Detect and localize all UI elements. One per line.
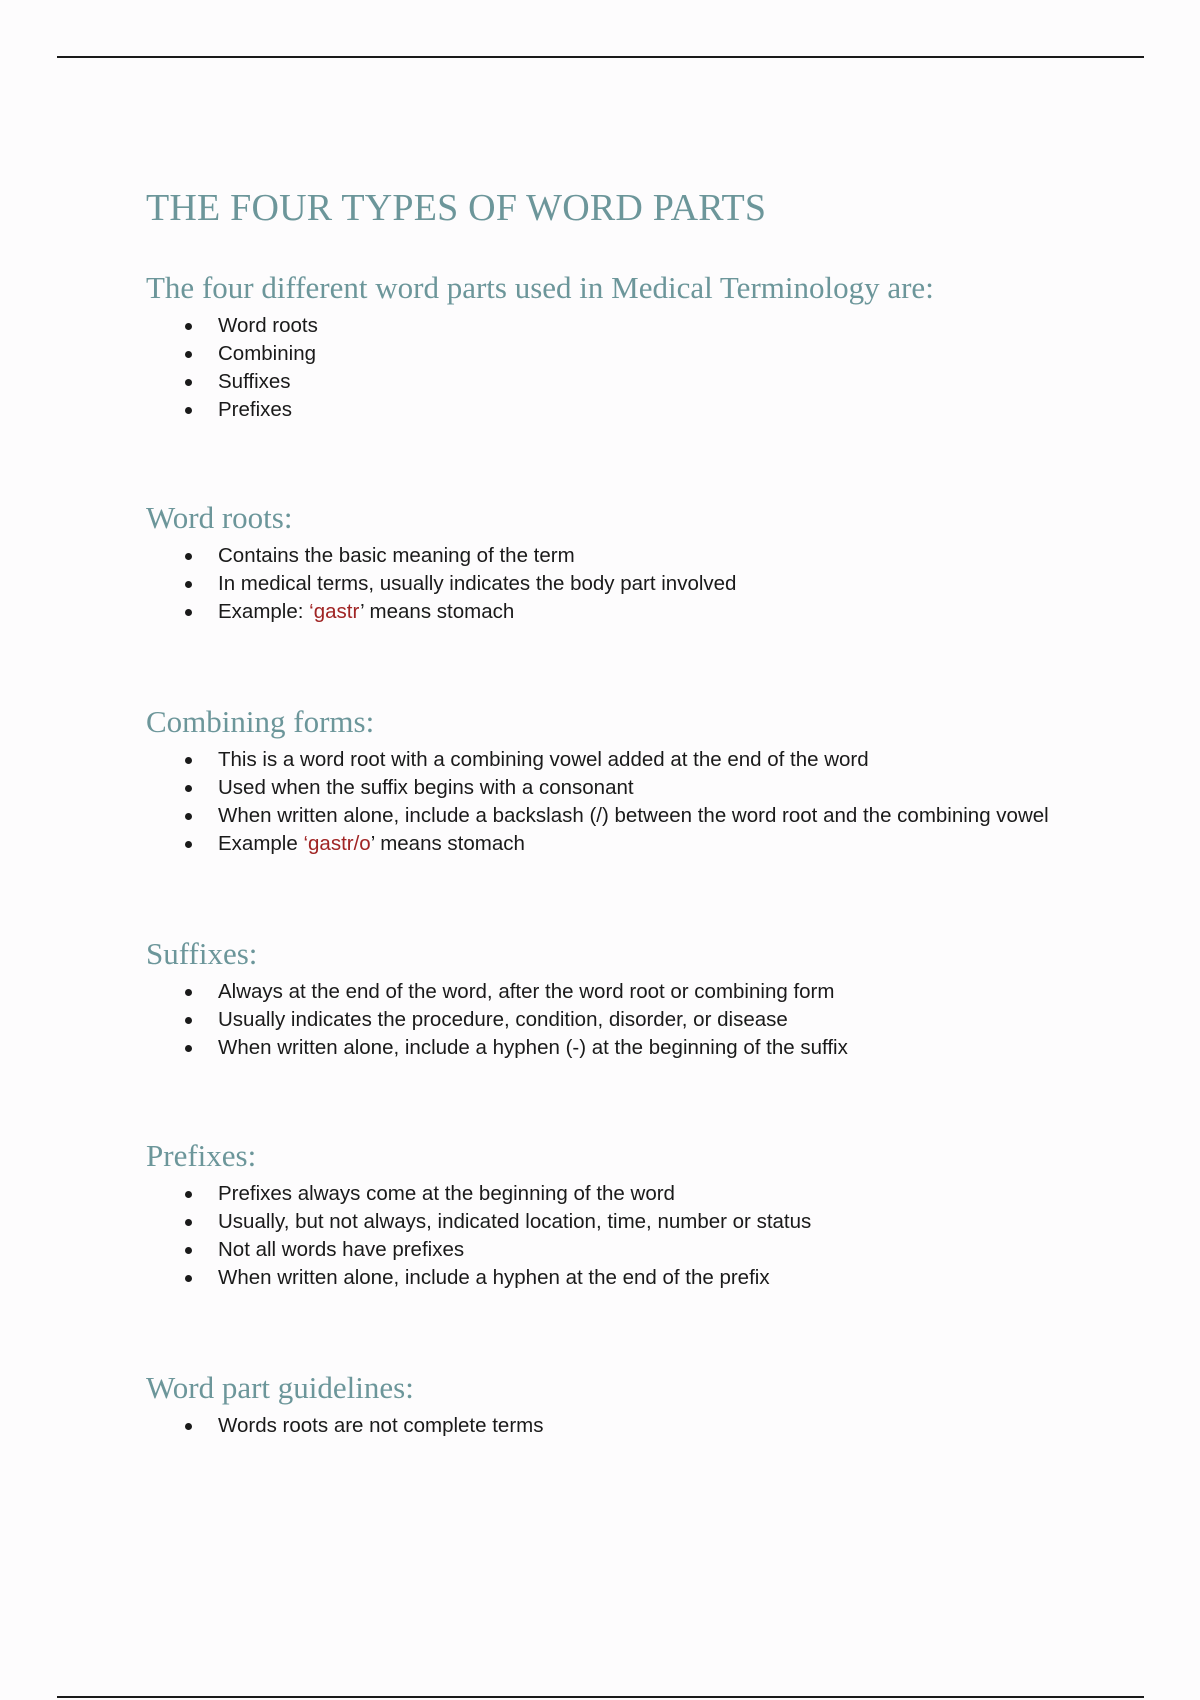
list-item: Combining [146,340,1106,368]
bullet-list-word-roots [146,542,1106,626]
list-item: Usually indicates the procedure, condition, disorder, or disease [146,1006,1106,1034]
section-heading-guidelines: Word part guidelines: [146,1370,414,1405]
list-item: When written alone, include a backslash (/) between the word root and the combining vowel [146,802,1106,830]
list-item: Always at the end of the word, after the word root or combining form [146,978,1106,1006]
example-meaning: ’ means stomach [370,832,525,855]
section-word-roots [146,498,1106,626]
list-item: Usually, but not always, indicated location, time, number or status [146,1208,1106,1236]
list-item: Suffixes [146,368,1106,396]
list-item: When written alone, include a hyphen at the end of the prefix [146,1264,1106,1292]
list-item: Contains the basic meaning of the term [146,542,1106,570]
bullet-list-guidelines [146,1412,1106,1440]
section-intro [146,268,1106,424]
example-term: gastr [313,600,361,623]
bullet-list-prefixes [146,1180,1106,1292]
section-heading-suffixes: Suffixes: [146,936,258,971]
bullet-list-combining-forms [146,746,1106,858]
list-item-example [146,598,1106,626]
section-heading-word-roots: Word roots: [146,500,293,535]
bullet-list-suffixes [146,978,1106,1062]
example-term: gastr/o [308,832,371,855]
list-item: Prefixes always come at the beginning of the word [146,1180,1106,1208]
section-prefixes [146,1136,1106,1292]
section-heading-prefixes: Prefixes: [146,1138,257,1173]
list-item: This is a word root with a combining vowel added at the end of the word [146,746,1106,774]
list-item: Not all words have prefixes [146,1236,1106,1264]
page-title: THE FOUR TYPES OF WORD PARTS [146,187,767,229]
example-label: Example: [218,600,310,623]
list-item: Prefixes [146,396,1106,424]
example-open-quote: ‘ [309,600,314,623]
bottom-rule [57,1696,1144,1698]
list-item: Words roots are not complete terms [146,1412,1106,1440]
bullet-list-intro [146,312,1106,424]
list-item: When written alone, include a hyphen (-) at the beginning of the suffix [146,1034,1106,1062]
section-heading-intro: The four different word parts used in Medical Terminology are: [146,270,934,305]
example-open-quote: ‘ [303,832,309,855]
section-suffixes [146,934,1106,1062]
list-item: Used when the suffix begins with a consonant [146,774,1106,802]
example-label: Example [218,832,304,855]
list-item: In medical terms, usually indicates the body part involved [146,570,1106,598]
section-heading-combining-forms: Combining forms: [146,704,375,739]
section-guidelines [146,1368,1106,1440]
top-rule [57,56,1144,58]
example-meaning: ’ means stomach [360,600,515,623]
section-combining-forms [146,702,1106,858]
list-item-example [146,830,1106,858]
list-item: Word roots [146,312,1106,340]
